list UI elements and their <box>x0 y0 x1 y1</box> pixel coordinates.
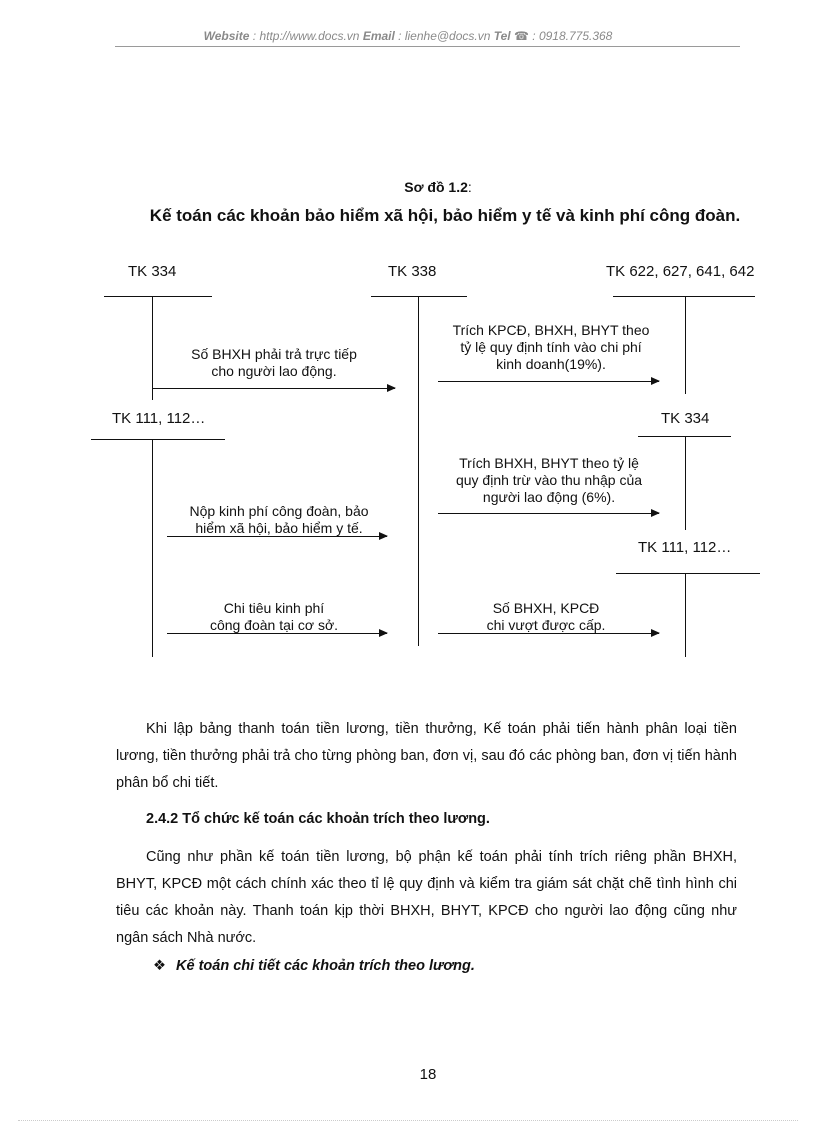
entry-arrow <box>438 381 659 382</box>
figure-title: Kế toán các khoản bảo hiểm xã hội, bảo hiểm y tế và kinh phí công đoàn. <box>149 206 741 225</box>
email-label: Email <box>362 29 395 43</box>
account-tk111-right: TK 111, 112… <box>638 539 732 556</box>
entry-arrow <box>438 633 659 634</box>
email-value: : lienhe@docs.vn <box>394 29 494 43</box>
account-tk338: TK 338 <box>388 263 437 280</box>
entry-note: Trích BHXH, BHYT theo tỷ lệ quy định trừ vào thu nhập của người lao động (6%). <box>455 455 643 505</box>
figure-label-colon: : <box>467 179 472 195</box>
entry-arrow <box>152 388 395 389</box>
figure-label-text: Sơ đồ 1.2 <box>404 179 468 195</box>
account-tk334-left: TK 334 <box>128 263 177 280</box>
paragraph-main: Cũng như phần kế toán tiền lương, bộ phận kế toán phải tính trích riêng phần BHXH, BHYT, KPCĐ một cách chính xác theo tỉ lệ quy định và kiểm tra giám sát chặt chẽ tình hình chi tiêu các khoản này. Thanh toán kịp thời BHXH, BHYT, KPCĐ cho người lao động cũng như ngân sách Nhà nước. <box>116 849 737 946</box>
account-tk334-right: TK 334 <box>661 410 710 427</box>
entry-note: Trích KPCĐ, BHXH, BHYT theo tỷ lệ quy định tính vào chi phí kinh doanh(19%). <box>452 322 650 372</box>
bullet-heading <box>153 958 475 974</box>
t-account-rule <box>104 296 212 297</box>
page-bottom-rule <box>18 1120 798 1121</box>
entry-note: Nộp kinh phí công đoàn, bảo hiểm xã hội, bảo hiểm y tế. <box>189 503 369 536</box>
entry-arrow <box>438 513 659 514</box>
paragraph-intro: Khi lập bảng thanh toán tiền lương, tiền thưởng, Kế toán phải tiến hành phân loại tiền lương, tiền thưởng phải trả cho từng phòng ban, đơn vị, sau đó các phòng ban, đơn vị tiến hành phân bổ chi tiết. <box>116 721 737 791</box>
website-label: Website <box>203 29 250 43</box>
t-account-line <box>418 296 419 646</box>
section-heading: 2.4.2 Tổ chức kế toán các khoản trích theo lương. <box>146 811 490 827</box>
entry-note: Chi tiêu kinh phí công đoàn tại cơ sở. <box>209 600 339 633</box>
entry-arrow <box>167 536 387 537</box>
t-account-line <box>685 296 686 394</box>
t-account-line <box>685 573 686 657</box>
entry-note: Số BHXH phải trả trực tiếp cho người lao động. <box>191 346 357 379</box>
account-tk622: TK 622, 627, 641, 642 <box>606 263 755 280</box>
diamond-bullet-icon: ❖ <box>153 958 166 974</box>
tel-label: Tel <box>493 29 511 43</box>
t-account-rule <box>371 296 467 297</box>
t-account-rule <box>91 439 225 440</box>
entry-note: Số BHXH, KPCĐ chi vượt được cấp. <box>486 600 606 633</box>
t-account-line <box>685 436 686 530</box>
page-number: 18 <box>419 1066 437 1083</box>
phone-icon: ☎ <box>510 29 529 43</box>
t-account-line <box>152 296 153 400</box>
website-value: : http://www.docs.vn <box>249 29 363 43</box>
t-account-rule <box>616 573 760 574</box>
entry-arrow <box>167 633 387 634</box>
t-account-rule <box>613 296 755 297</box>
tel-value: : 0918.775.368 <box>528 29 613 43</box>
t-account-line <box>152 439 153 657</box>
account-tk111-left: TK 111, 112… <box>112 410 206 427</box>
bullet-text: Kế toán chi tiết các khoản trích theo lương. <box>176 958 475 974</box>
